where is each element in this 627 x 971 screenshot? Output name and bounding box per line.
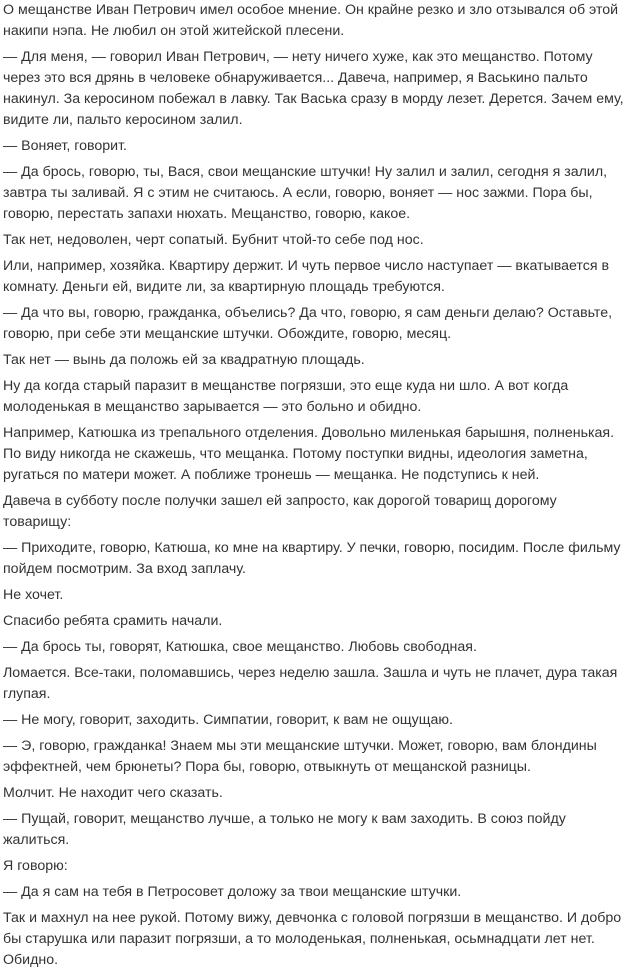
- paragraph: — Приходите, говорю, Катюша, ко мне на квартиру. У печки, говорю, посидим. После фильму пойдем посмотрим. За вход заплачу.: [3, 540, 621, 577]
- paragraph: Молчит. Не находит чего сказать.: [3, 785, 223, 801]
- paragraph: Ну да когда старый паразит в мещанстве погрязши, это еще куда ни шло. А вот когда молоденькая в мещанство зарывается — это больно и обидно.: [3, 378, 569, 415]
- paragraph: О мещанстве Иван Петрович имел особое мнение. Он крайне резко и зло отзывался об этой накипи нэпа. Не любил он этой житейской плесени.: [3, 2, 619, 39]
- paragraph: Например, Катюшка из трепального отделения. Довольно миленькая барышня, полненькая. По виду никогда не скажешь, что мещанка. Потому поступки видны, идеология заметна, ругаться по матери может. А поближе тронешь — мещанка. Не подступись к ней.: [3, 425, 615, 483]
- paragraph: Я говорю:: [3, 858, 68, 874]
- paragraph: Так и махнул на нее рукой. Потому вижу, девчонка с головой погрязши в мещанство. И добро бы старушка или паразит погрязши, а то молоденькая, полненькая, осьмнадцати лет нет. Обидно.: [3, 910, 622, 968]
- paragraph: Ломается. Все-таки, поломавшись, через неделю зашла. Зашла и чуть не плачет, дура такая глупая.: [3, 665, 618, 702]
- paragraph: — Не могу, говорит, заходить. Симпатии, говорит, к вам не ощущаю.: [3, 712, 453, 728]
- paragraph: — Да я сам на тебя в Петросовет доложу за твои мещанские штучки.: [3, 884, 462, 900]
- paragraph: — Да брось ты, говорят, Катюшка, свое мещанство. Любовь свободная.: [3, 639, 477, 655]
- paragraph: Давеча в субботу после получки зашел ей запросто, как дорогой товарищ дорогому товарищу:: [3, 493, 557, 530]
- paragraph: Так нет — вынь да положь ей за квадратную площадь.: [3, 352, 365, 368]
- paragraph: — Э, говорю, гражданка! Знаем мы эти мещанские штучки. Может, говорю, вам блондины эффектней, чем брюнеты? Пора бы, говорю, отвыкнуть от мещанской разницы.: [3, 738, 597, 775]
- paragraph: — Пущай, говорит, мещанство лучше, а только не могу к вам заходить. В союз пойду жалиться.: [3, 811, 566, 848]
- paragraph: — Да брось, говорю, ты, Вася, свои мещанские штучки! Ну залил и залил, сегодня я залил, завтра ты заливай. Я с этим не считаюсь. А если, говорю, воняет — нос зажми. Пора бы, говорю, перестать запахи нюхать. Мещанство, говорю, какое.: [3, 164, 608, 222]
- paragraph: Так нет, недоволен, черт сопатый. Бубнит чтой-то себе под нос.: [3, 232, 424, 248]
- paragraph: — Да что вы, говорю, гражданка, объелись? Да что, говорю, я сам деньги делаю? Оставьте, говорю, при себе эти мещанские штучки. Обождите, говорю, месяц.: [3, 305, 613, 342]
- paragraph: — Для меня, — говорил Иван Петрович, — нету ничего хуже, как это мещанство. Потому через это вся дрянь в человеке обнаруживается... Давеча, например, я Васькино пальто накинул. За керосином побежал в лавку. Так Васька сразу в морду лезет. Дерется. Зачем ему, видите ли, пальто керосином залил.: [3, 49, 624, 128]
- paragraph: — Воняет, говорит.: [3, 138, 127, 154]
- paragraph: Спасибо ребята срамить начали.: [3, 613, 223, 629]
- paragraph: Не хочет.: [3, 587, 64, 603]
- paragraph: Или, например, хозяйка. Квартиру держит. И чуть первое число наступает — вкатывается в комнату. Деньги ей, видите ли, за квартирную площадь требуются.: [3, 258, 610, 295]
